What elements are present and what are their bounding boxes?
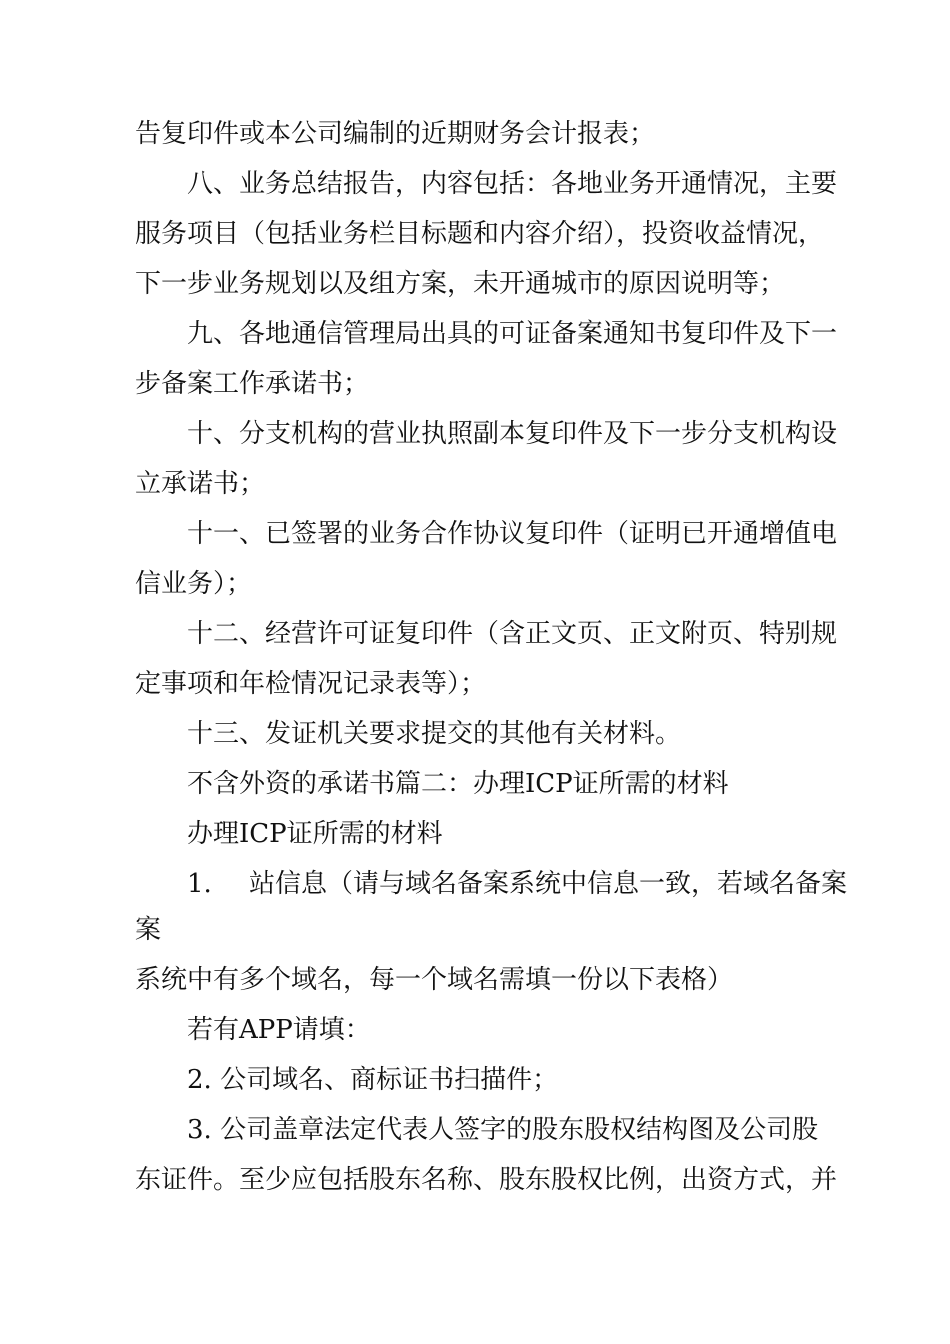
text-line: 服务项目（包括业务栏目标题和内容介绍），投资收益情况， [135, 219, 825, 249]
text-line: 步备案工作承诺书； [135, 369, 370, 399]
list-text: 站信息（请与域名备案系统中信息一致，若域名备案 [249, 869, 848, 899]
text-line: 八、业务总结报告，内容包括：各地业务开通情况，主要 [187, 169, 838, 199]
list-item: 3. 公司盖章法定代表人签字的股东股权结构图及公司股 [187, 1115, 819, 1145]
text-line: 信业务）； [135, 569, 253, 599]
text-line: 定事项和年检情况记录表等）； [135, 669, 487, 699]
text-line: 十一、已签署的业务合作协议复印件（证明已开通增值电 [187, 519, 838, 549]
section-heading: 不含外资的承诺书篇二：办理ICP证所需的材料 [187, 769, 729, 799]
text-line: 十三、发证机关要求提交的其他有关材料。 [187, 719, 682, 749]
text-line: 系统中有多个域名，每一个域名需填一份以下表格） [135, 965, 734, 995]
text-line: 若有APP请填： [187, 1015, 371, 1045]
list-item [0, 864, 950, 904]
subheading: 办理ICP证所需的材料 [187, 819, 443, 849]
list-number: 1. [187, 869, 212, 899]
text-line: 案 [135, 915, 162, 945]
text-line: 东证件。至少应包括股东名称、股东股权比例，出资方式，并 [135, 1165, 838, 1195]
text-line: 立承诺书； [135, 469, 266, 499]
text-line: 十、分支机构的营业执照副本复印件及下一步分支机构设 [187, 419, 838, 449]
text-line: 十二、经营许可证复印件（含正文页、正文附页、特别规 [187, 619, 838, 649]
text-line: 下一步业务规划以及组方案，未开通城市的原因说明等； [135, 269, 786, 299]
text-line: 九、各地通信管理局出具的可证备案通知书复印件及下一 [187, 319, 838, 349]
text-line: 告复印件或本公司编制的近期财务会计报表； [135, 119, 656, 149]
list-item: 2. 公司域名、商标证书扫描件； [187, 1065, 559, 1095]
